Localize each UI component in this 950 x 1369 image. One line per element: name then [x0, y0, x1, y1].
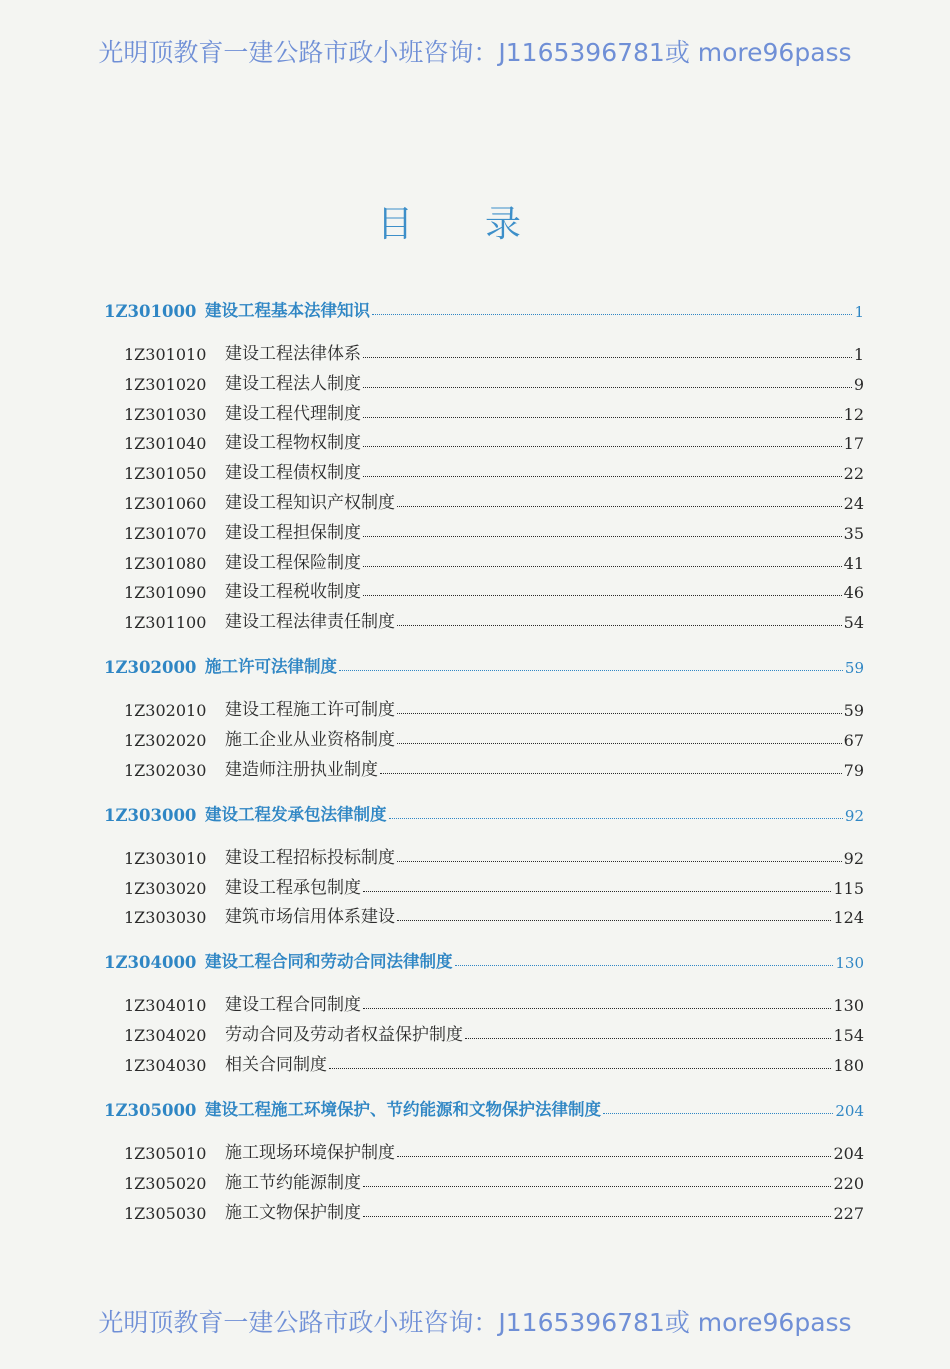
- section-row[interactable]: [124, 519, 864, 543]
- section-code: 1Z305030: [124, 1203, 207, 1223]
- chapter-title: 施工许可法律制度: [205, 657, 337, 677]
- section-title: 建设工程招标投标制度: [225, 847, 395, 868]
- dot-leader: [363, 446, 842, 447]
- dot-leader: [397, 506, 842, 507]
- dot-leader: [397, 1156, 831, 1157]
- section-code: 1Z304010: [124, 996, 207, 1016]
- dot-leader: [603, 1113, 833, 1114]
- section-code: 1Z301060: [124, 494, 207, 513]
- section-row[interactable]: [124, 874, 864, 898]
- section-page-number: 59: [843, 701, 864, 721]
- section-code: 1Z304020: [124, 1026, 207, 1046]
- section-page-number: 92: [843, 848, 864, 868]
- section-page-number: 227: [833, 1203, 864, 1223]
- chapter-page-number: 130: [835, 954, 864, 973]
- dot-leader: [465, 1038, 831, 1039]
- section-title: 建设工程担保制度: [225, 522, 361, 543]
- dot-leader: [363, 357, 852, 358]
- dot-leader: [397, 920, 831, 921]
- chapter-code: 1Z301000: [104, 302, 197, 321]
- dot-leader: [363, 595, 842, 596]
- section-page-number: 1: [853, 345, 864, 364]
- dot-leader: [363, 891, 831, 892]
- chapter-row[interactable]: [104, 801, 864, 825]
- chapter-code: 1Z304000: [104, 953, 197, 973]
- dot-leader: [363, 1186, 831, 1187]
- section-row[interactable]: [124, 549, 864, 573]
- section-title: 建设工程合同制度: [225, 995, 361, 1016]
- section-row[interactable]: [124, 429, 864, 453]
- section-page-number: 12: [843, 404, 864, 424]
- section-page-number: 124: [833, 908, 864, 928]
- section-code: 1Z302030: [124, 760, 207, 780]
- section-row[interactable]: [124, 489, 864, 513]
- section-row[interactable]: [124, 459, 864, 483]
- chapter-code: 1Z303000: [104, 805, 197, 825]
- section-code: 1Z305020: [124, 1173, 207, 1193]
- section-title: 施工节约能源制度: [225, 1172, 361, 1193]
- section-page-number: 35: [843, 523, 864, 543]
- section-page-number: 46: [843, 583, 864, 603]
- chapter-page-number: 92: [844, 806, 864, 825]
- section-page-number: 115: [833, 878, 864, 898]
- chapter-page-number: 204: [835, 1102, 864, 1120]
- section-code: 1Z301050: [124, 464, 207, 484]
- section-code: 1Z303010: [124, 848, 207, 868]
- section-row[interactable]: [124, 903, 864, 927]
- section-row[interactable]: [124, 608, 864, 632]
- chapter-row[interactable]: [104, 653, 864, 677]
- section-page-number: 130: [833, 996, 864, 1016]
- section-code: 1Z303030: [124, 908, 207, 928]
- section-page-number: 67: [843, 731, 864, 750]
- section-title: 建设工程债权制度: [225, 463, 361, 484]
- watermark-top: 光明顶教育一建公路市政小班咨询：J1165396781或 more96pass: [98, 38, 852, 67]
- section-title: 建设工程法人制度: [225, 373, 361, 394]
- chapter-title: 建设工程合同和劳动合同法律制度: [205, 952, 453, 972]
- section-code: 1Z304030: [124, 1056, 207, 1075]
- section-row[interactable]: [124, 370, 864, 394]
- section-code: 1Z301010: [124, 345, 207, 364]
- section-page-number: 9: [853, 374, 864, 394]
- section-title: 施工文物保护制度: [225, 1202, 361, 1223]
- chapter-row[interactable]: [104, 948, 864, 972]
- dot-leader: [397, 713, 842, 714]
- chapter-page-number: 1: [854, 303, 864, 321]
- section-code: 1Z303020: [124, 878, 207, 898]
- section-page-number: 220: [833, 1173, 864, 1193]
- section-row[interactable]: [124, 400, 864, 424]
- chapter-code: 1Z302000: [104, 658, 197, 678]
- section-page-number: 204: [833, 1144, 864, 1163]
- section-title: 劳动合同及劳动者权益保护制度: [225, 1025, 463, 1046]
- section-title: 建设工程物权制度: [225, 433, 361, 454]
- section-title: 建设工程税收制度: [225, 582, 361, 603]
- section-page-number: 154: [833, 1026, 864, 1046]
- section-row[interactable]: [124, 1169, 864, 1193]
- section-page-number: 54: [843, 613, 864, 633]
- dot-leader: [363, 1216, 831, 1217]
- section-code: 1Z301090: [124, 583, 207, 603]
- section-row[interactable]: [124, 844, 864, 868]
- section-row[interactable]: [124, 340, 864, 364]
- section-page-number: 41: [843, 553, 864, 573]
- dot-leader: [380, 773, 842, 774]
- section-row[interactable]: [124, 696, 864, 720]
- chapter-page-number: 59: [844, 659, 864, 678]
- section-page-number: 180: [833, 1056, 864, 1075]
- section-row[interactable]: [124, 1139, 864, 1163]
- section-row[interactable]: [124, 726, 864, 750]
- section-page-number: 17: [843, 434, 864, 454]
- dot-leader: [363, 1008, 831, 1009]
- section-row[interactable]: [124, 991, 864, 1015]
- dot-leader: [363, 536, 842, 537]
- dot-leader: [339, 670, 843, 671]
- section-row[interactable]: [124, 578, 864, 602]
- section-title: 建设工程承包制度: [225, 877, 361, 898]
- chapter-row[interactable]: [104, 297, 864, 321]
- section-title: 建设工程知识产权制度: [225, 493, 395, 513]
- dot-leader: [389, 818, 843, 819]
- dot-leader: [397, 743, 842, 744]
- section-code: 1Z302020: [124, 731, 207, 750]
- chapter-title: 建设工程基本法律知识: [205, 301, 370, 320]
- section-title: 建设工程代理制度: [225, 403, 361, 424]
- section-code: 1Z301040: [124, 434, 207, 454]
- chapter-title: 建设工程施工环境保护、节约能源和文物保护法律制度: [205, 1100, 601, 1119]
- section-code: 1Z301070: [124, 523, 207, 543]
- section-row[interactable]: [124, 1021, 864, 1045]
- section-code: 1Z305010: [124, 1144, 207, 1163]
- page-title: 目录: [376, 204, 593, 245]
- chapter-title: 建设工程发承包法律制度: [205, 804, 387, 824]
- section-code: 1Z302010: [124, 701, 207, 721]
- section-title: 建造师注册执业制度: [225, 759, 378, 780]
- chapter-row[interactable]: [104, 1096, 864, 1120]
- section-title: 相关合同制度: [225, 1055, 327, 1075]
- dot-leader: [397, 861, 842, 862]
- section-title: 建设工程法律体系: [225, 344, 361, 364]
- dot-leader: [363, 417, 842, 418]
- section-row[interactable]: [124, 756, 864, 780]
- section-code: 1Z301030: [124, 404, 207, 424]
- chapter-code: 1Z305000: [104, 1101, 197, 1120]
- watermark-bottom: 光明顶教育一建公路市政小班咨询：J1165396781或 more96pass: [98, 1308, 852, 1337]
- section-title: 建设工程保险制度: [225, 552, 361, 573]
- section-title: 施工企业从业资格制度: [225, 730, 395, 750]
- section-title: 建筑市场信用体系建设: [225, 907, 395, 928]
- dot-leader: [329, 1068, 831, 1069]
- section-page-number: 24: [843, 494, 864, 513]
- section-code: 1Z301020: [124, 374, 207, 394]
- section-row[interactable]: [124, 1199, 864, 1223]
- dot-leader: [363, 566, 842, 567]
- dot-leader: [372, 314, 852, 315]
- section-code: 1Z301100: [124, 613, 207, 633]
- section-title: 建设工程施工许可制度: [225, 700, 395, 721]
- section-title: 建设工程法律责任制度: [225, 612, 395, 633]
- section-page-number: 22: [843, 464, 864, 484]
- section-row[interactable]: [124, 1051, 864, 1075]
- dot-leader: [397, 625, 842, 626]
- section-page-number: 79: [843, 760, 864, 780]
- section-code: 1Z301080: [124, 553, 207, 573]
- dot-leader: [455, 965, 834, 966]
- dot-leader: [363, 476, 842, 477]
- section-title: 施工现场环境保护制度: [225, 1143, 395, 1163]
- dot-leader: [363, 387, 852, 388]
